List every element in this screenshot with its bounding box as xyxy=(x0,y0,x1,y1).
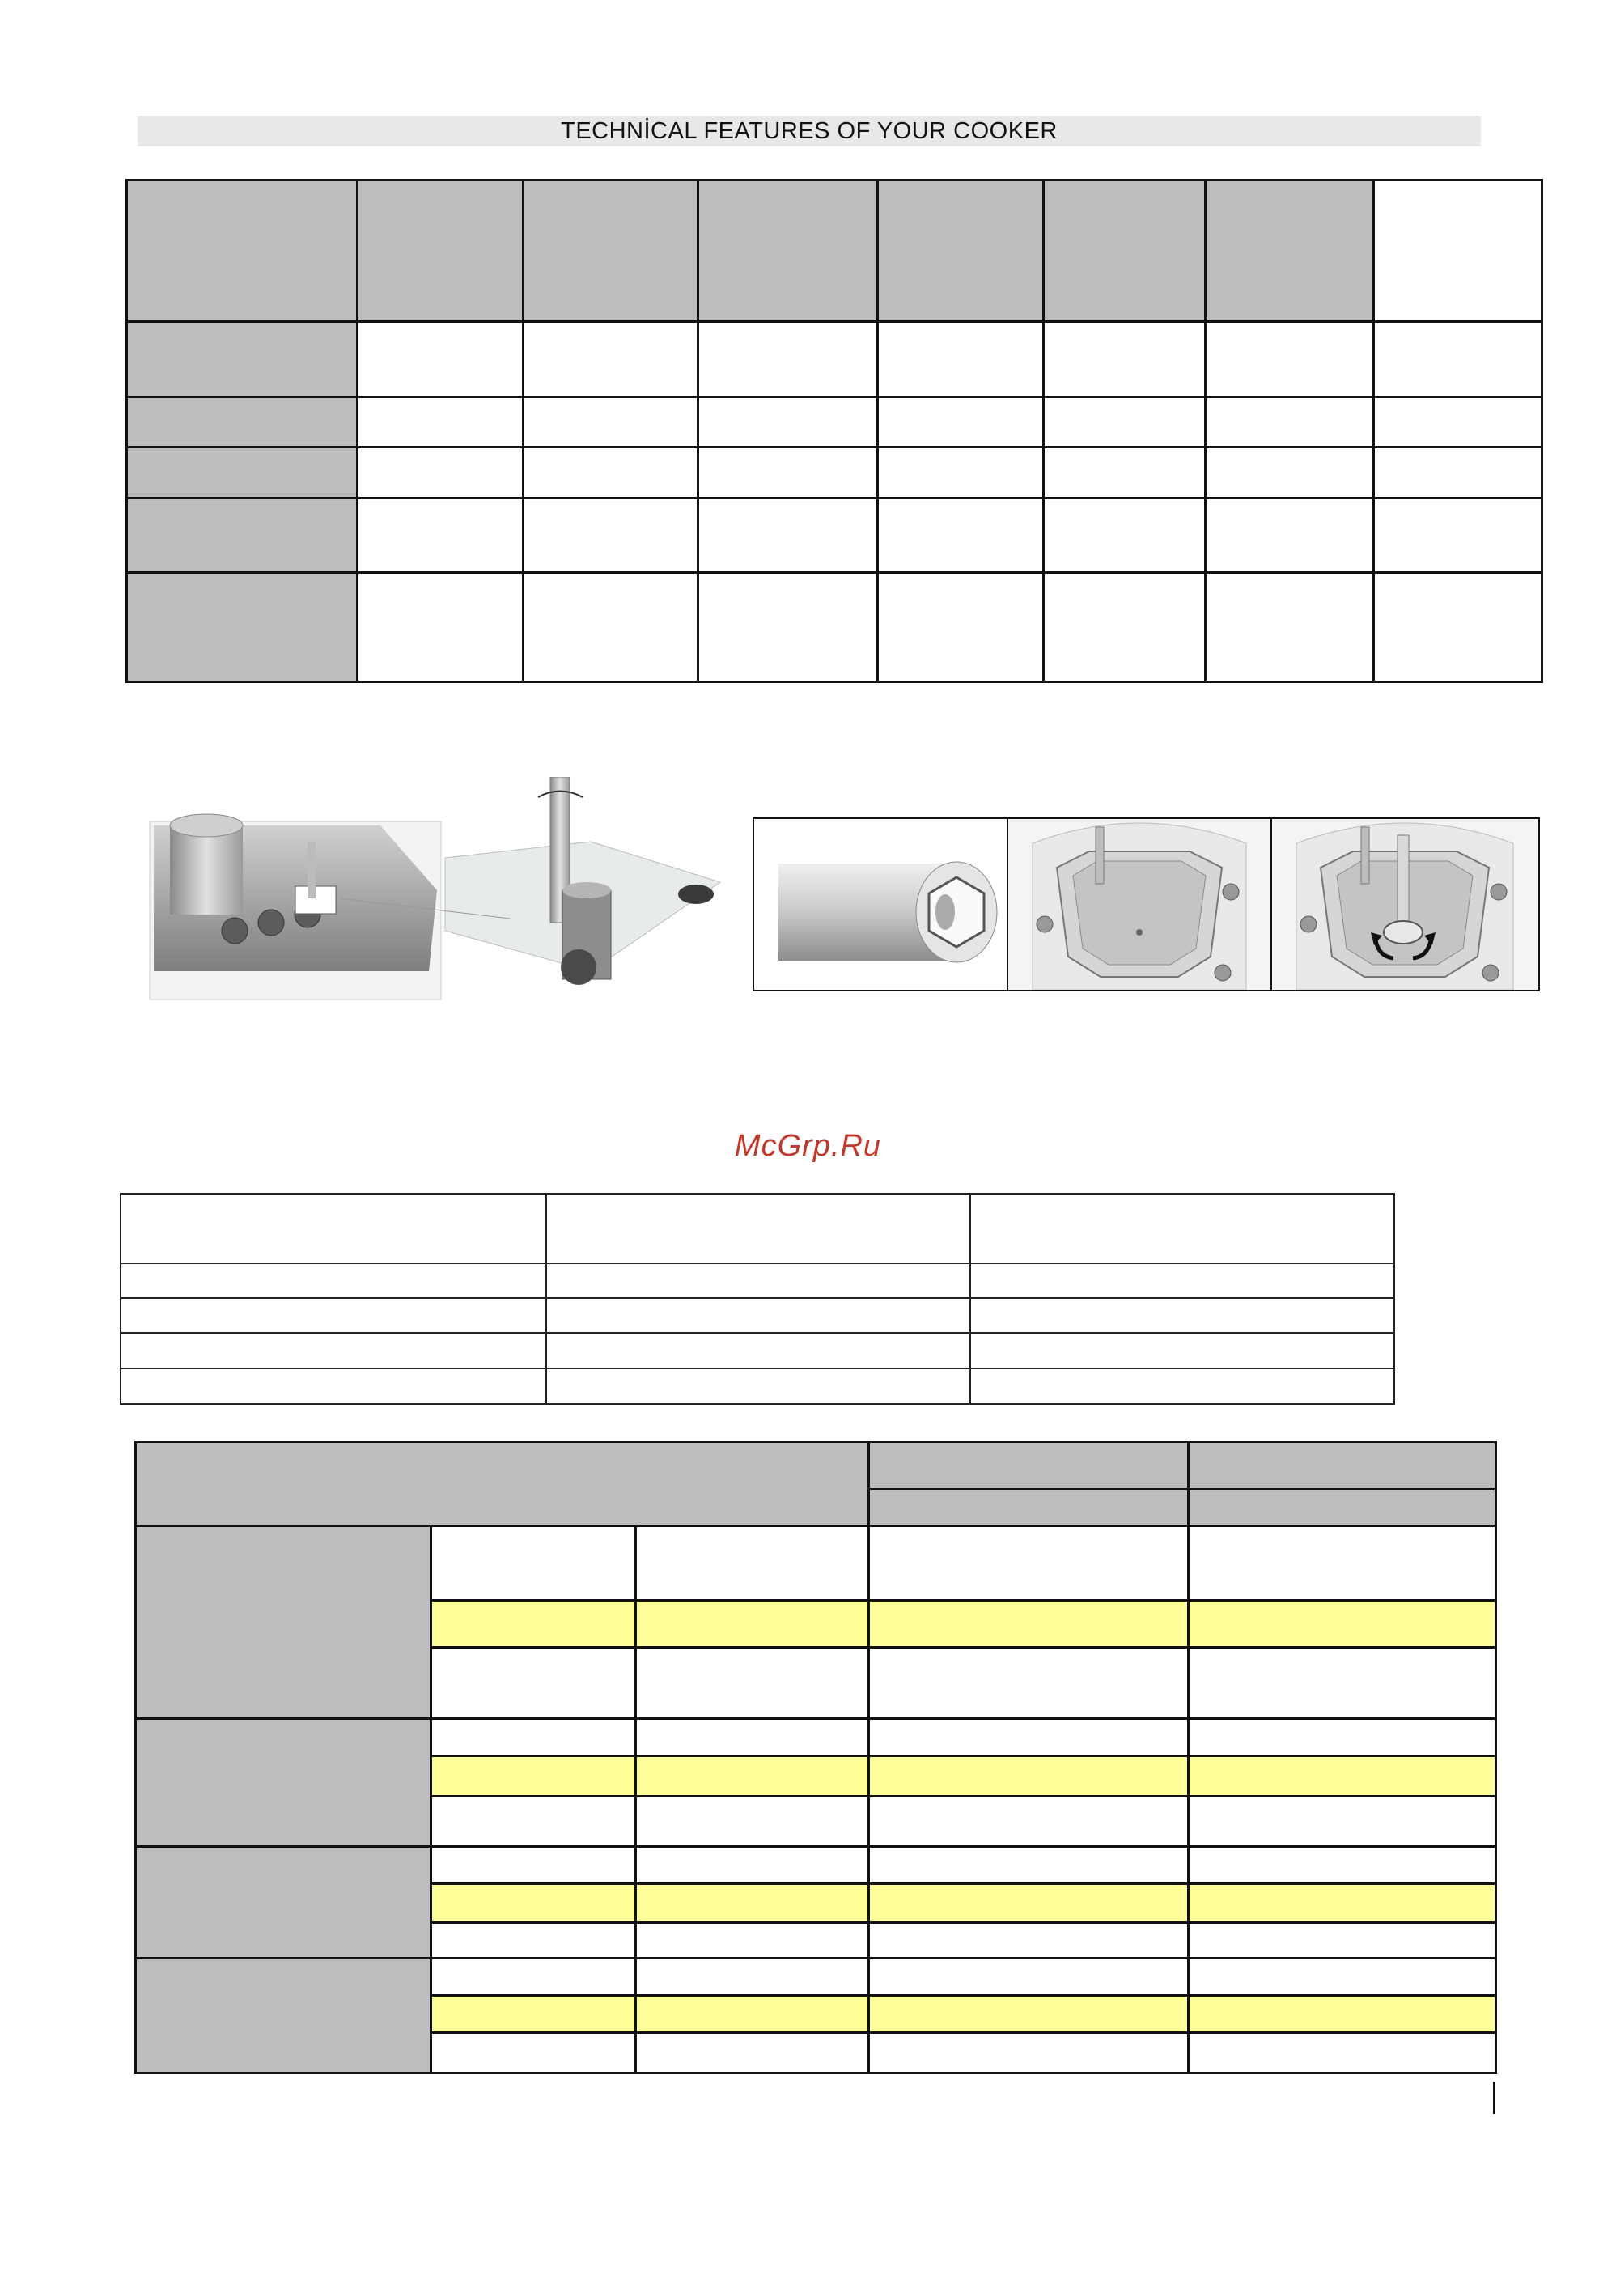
cell xyxy=(431,1797,636,1847)
cell xyxy=(524,397,698,448)
header-cell xyxy=(698,180,878,322)
cell xyxy=(546,1263,970,1298)
cell xyxy=(1206,448,1374,499)
table-row xyxy=(121,1263,1394,1298)
cell xyxy=(636,1756,869,1797)
cell xyxy=(431,1996,636,2033)
cell xyxy=(1189,1923,1496,1959)
cell xyxy=(1189,1884,1496,1923)
cell xyxy=(636,1648,869,1719)
cell xyxy=(1189,2033,1496,2073)
cell xyxy=(431,2033,636,2073)
cell xyxy=(1206,397,1374,448)
cell xyxy=(1374,499,1542,573)
table-row xyxy=(121,1333,1394,1369)
cell xyxy=(524,499,698,573)
technical-features-table xyxy=(125,179,1543,683)
cell xyxy=(698,499,878,573)
cell xyxy=(524,322,698,397)
row-label xyxy=(127,499,358,573)
burner-cup-illustration xyxy=(1008,819,1270,990)
cell xyxy=(1044,573,1206,682)
cell xyxy=(636,1959,869,1996)
cell xyxy=(1044,448,1206,499)
cell xyxy=(1374,448,1542,499)
cell xyxy=(431,1719,636,1756)
table-row xyxy=(136,1959,1496,1996)
cell xyxy=(358,499,524,573)
cell xyxy=(970,1369,1394,1404)
header-cell xyxy=(121,1194,546,1263)
cell xyxy=(358,397,524,448)
cell xyxy=(431,1648,636,1719)
table-row xyxy=(136,1719,1496,1756)
row-label xyxy=(127,397,358,448)
cell xyxy=(878,397,1044,448)
cell xyxy=(121,1333,546,1369)
table-header-row xyxy=(127,180,1542,322)
cell xyxy=(1189,1996,1496,2033)
cell xyxy=(546,1333,970,1369)
cell xyxy=(1189,1648,1496,1719)
cell xyxy=(878,573,1044,682)
table-row xyxy=(127,448,1542,499)
cell xyxy=(431,1601,636,1648)
cell xyxy=(121,1263,546,1298)
cell xyxy=(121,1298,546,1333)
cell xyxy=(1374,573,1542,682)
header-cell xyxy=(127,180,358,322)
cell xyxy=(358,448,524,499)
row-group-label xyxy=(136,1847,431,1959)
cell xyxy=(636,1923,869,1959)
header-cell xyxy=(358,180,524,322)
header-cell xyxy=(1189,1489,1496,1526)
row-group-label xyxy=(136,1719,431,1847)
cell xyxy=(1206,499,1374,573)
cell xyxy=(1044,397,1206,448)
cell xyxy=(431,1526,636,1601)
cell xyxy=(869,1797,1189,1847)
cell xyxy=(878,499,1044,573)
cell xyxy=(878,448,1044,499)
cell xyxy=(878,322,1044,397)
cell xyxy=(431,1884,636,1923)
cell xyxy=(636,1996,869,2033)
burner-injector-table xyxy=(134,1441,1497,2074)
header-cell xyxy=(1374,180,1542,322)
row-label xyxy=(127,322,358,397)
cell xyxy=(636,2033,869,2073)
cell xyxy=(546,1298,970,1333)
row-group-label xyxy=(136,1526,431,1719)
cell xyxy=(1189,1847,1496,1884)
table-row xyxy=(121,1369,1394,1404)
cell xyxy=(1044,322,1206,397)
header-cell xyxy=(1206,180,1374,322)
cell xyxy=(1206,322,1374,397)
cell xyxy=(869,1884,1189,1923)
cell xyxy=(698,322,878,397)
table-row xyxy=(127,397,1542,448)
hex-nozzle-illustration xyxy=(754,819,1007,990)
header-cell xyxy=(524,180,698,322)
cell xyxy=(636,1719,869,1756)
cell xyxy=(636,1847,869,1884)
cell xyxy=(636,1526,869,1601)
cell xyxy=(698,397,878,448)
row-label xyxy=(127,448,358,499)
table-trailing-rule xyxy=(1493,2082,1495,2114)
cell xyxy=(431,1923,636,1959)
cell xyxy=(869,2033,1189,2073)
table-row xyxy=(127,499,1542,573)
cell xyxy=(1374,397,1542,448)
cell xyxy=(636,1884,869,1923)
cell xyxy=(546,1369,970,1404)
cell xyxy=(869,1959,1189,1996)
cell xyxy=(869,1601,1189,1648)
cell xyxy=(1206,573,1374,682)
cell xyxy=(636,1797,869,1847)
cell xyxy=(1189,1756,1496,1797)
cell xyxy=(1044,499,1206,573)
cell xyxy=(636,1601,869,1648)
burner-rotation-illustration xyxy=(1272,819,1538,990)
cell xyxy=(1374,322,1542,397)
table-row xyxy=(136,1847,1496,1884)
watermark-text: McGrp.Ru xyxy=(734,1129,882,1163)
header-cell xyxy=(1189,1442,1496,1489)
cell xyxy=(431,1959,636,1996)
table-header-row xyxy=(121,1194,1394,1263)
table-header-row xyxy=(136,1442,1496,1489)
cell xyxy=(869,1756,1189,1797)
cell xyxy=(698,448,878,499)
row-group-label xyxy=(136,1959,431,2073)
cell xyxy=(358,322,524,397)
table-row xyxy=(136,1526,1496,1601)
header-cell xyxy=(869,1442,1189,1489)
table-row xyxy=(127,573,1542,682)
cell xyxy=(121,1369,546,1404)
cell xyxy=(1189,1526,1496,1601)
cell xyxy=(869,1648,1189,1719)
cell xyxy=(869,1719,1189,1756)
table-row xyxy=(127,322,1542,397)
cell xyxy=(1189,1719,1496,1756)
header-cell xyxy=(1044,180,1206,322)
cooker-panel-illustration xyxy=(138,777,753,1004)
header-cell xyxy=(970,1194,1394,1263)
table-row xyxy=(121,1298,1394,1333)
cell xyxy=(970,1298,1394,1333)
cell xyxy=(524,448,698,499)
cell xyxy=(1189,1797,1496,1847)
cell xyxy=(358,573,524,682)
header-cell xyxy=(869,1489,1189,1526)
cell xyxy=(431,1847,636,1884)
header-cell xyxy=(878,180,1044,322)
cell xyxy=(1189,1601,1496,1648)
row-label xyxy=(127,573,358,682)
gas-types-table xyxy=(120,1193,1395,1405)
header-cell xyxy=(546,1194,970,1263)
page-title: TECHNİCAL FEATURES OF YOUR COOKER xyxy=(138,116,1481,146)
cell xyxy=(431,1756,636,1797)
header-cell xyxy=(136,1442,869,1526)
cell xyxy=(970,1333,1394,1369)
cell xyxy=(869,1923,1189,1959)
cell xyxy=(698,573,878,682)
cell xyxy=(869,1847,1189,1884)
cell xyxy=(869,1996,1189,2033)
cell xyxy=(524,573,698,682)
cell xyxy=(1189,1959,1496,1996)
cell xyxy=(869,1526,1189,1601)
cell xyxy=(970,1263,1394,1298)
